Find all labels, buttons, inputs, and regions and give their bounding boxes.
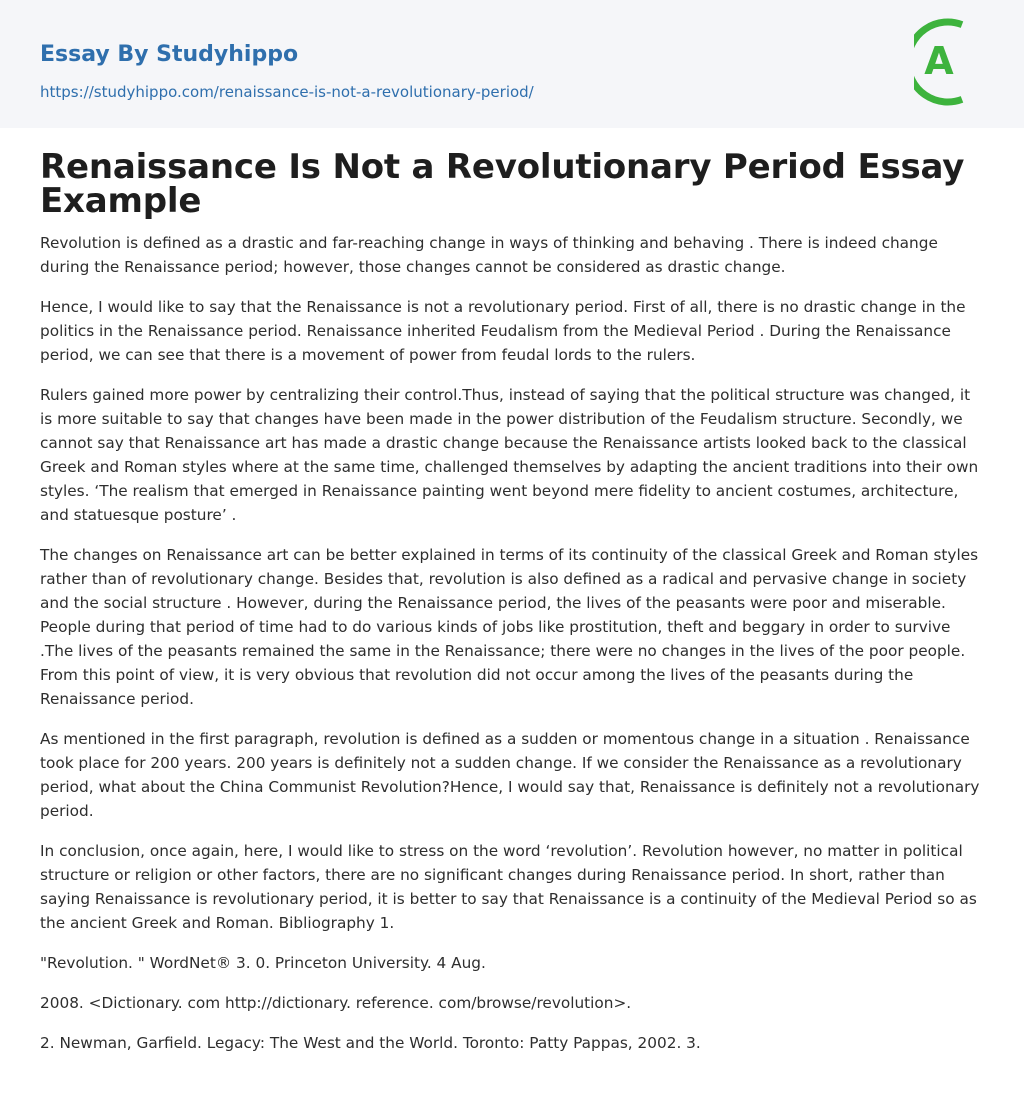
logo-letter: A [924,39,954,83]
site-header [0,0,1024,128]
bibliography-entry: 2008. <Dictionary. com http://dictionary. reference. com/browse/revolution>. [40,994,632,1012]
studyhippo-logo-icon[interactable] [914,18,986,106]
article-paragraph: The changes on Renaissance art can be better explained in terms of its continuity of the classical Greek and Roman styles rather than of revolutionary change. Besides that, revolution is also defined as a radical and pervasive change in society and the social structure . However, during the Renaissance period, the lives of the peasants were poor and miserable. People during that period of time had to do various kinds of jobs like prostitution, theft and beggary in order to survive .The lives of the peasants remained the same in the Renaissance; there were no changes in the lives of the poor people. From this point of view, it is very obvious that revolution did not occur among the lives of the peasants during the Renaissance period. [40,546,979,708]
article-paragraph: As mentioned in the first paragraph, revolution is defined as a sudden or momentous change in a situation . Renaissance took place for 200 years. 200 years is definitely not a sudden change. If we consider the Renaissance as a revolutionary period, what about the China Communist Revolution?Hence, I would say that, Renaissance is definitely not a revolutionary period. [40,730,980,820]
article-paragraph: In conclusion, once again, here, I would like to stress on the word ‘revolution’. Revolution however, no matter in political structure or religion or other factors, there are no significant changes during Renaissance period. In short, rather than saying Renaissance is revolutionary period, it is better to say that Renaissance is a continuity of the Medieval Period so as the ancient Greek and Roman. Bibliography 1. [40,842,977,932]
page-title: Renaissance Is Not a Revolutionary Period Essay Example [40,147,965,221]
bibliography-entry: 2. Newman, Garfield. Legacy: The West and the World. Toronto: Patty Pappas, 2002. 3. [40,1034,701,1052]
article-paragraph: Revolution is defined as a drastic and far-reaching change in ways of thinking and behaving . There is indeed change during the Renaissance period; however, those changes cannot be considered as drastic change. [40,234,938,276]
site-brand[interactable]: Essay By Studyhippo [40,42,299,67]
article [0,147,1024,1055]
page-url-link[interactable]: https://studyhippo.com/renaissance-is-not-a-revolutionary-period/ [40,83,534,101]
bibliography-entry: "Revolution. " WordNet® 3. 0. Princeton University. 4 Aug. [40,954,486,972]
article-paragraph: Hence, I would like to say that the Renaissance is not a revolutionary period. First of all, there is no drastic change in the politics in the Renaissance period. Renaissance inherited Feudalism from the Medieval Period . During the Renaissance period, we can see that there is a movement of power from feudal lords to the rulers. [40,298,966,364]
article-paragraph: Rulers gained more power by centralizing their control.Thus, instead of saying that the political structure was changed, it is more suitable to say that changes have been made in the power distribution of the Feudalism structure. Secondly, we cannot say that Renaissance art has made a drastic change because the Renaissance artists looked back to the classical Greek and Roman styles where at the same time, challenged themselves by adapting the ancient traditions into their own styles. ‘The realism that emerged in Renaissance painting went beyond mere fidelity to ancient costumes, architecture, and statuesque posture’ . [40,386,979,524]
